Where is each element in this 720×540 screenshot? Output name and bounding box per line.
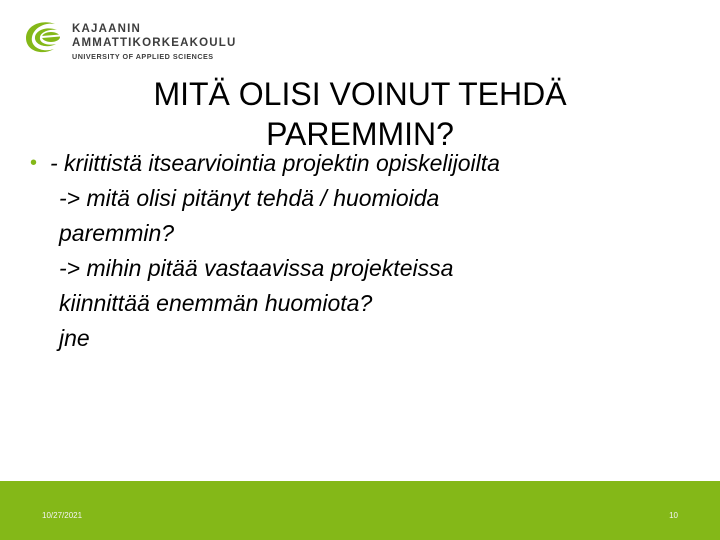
bullet-continuation bbox=[30, 181, 690, 356]
logo-line-1: KAJAANIN bbox=[72, 23, 142, 35]
footer-bar bbox=[0, 481, 720, 540]
kajaani-swirl-logo-icon bbox=[22, 16, 68, 58]
body-line: -> mitä olisi pitänyt tehdä / huomioida bbox=[59, 185, 440, 211]
body-line: paremmin? bbox=[59, 220, 175, 246]
logo-line-2: AMMATTIKORKEAKOULU bbox=[72, 37, 237, 49]
slide-title bbox=[120, 74, 600, 154]
bullet-first-line: - kriittistä itsearviointia projektin opiskelijoilta bbox=[50, 150, 500, 176]
page-number: 10 bbox=[669, 511, 678, 520]
bullet-item bbox=[30, 146, 690, 181]
footer-date: 10/27/2021 bbox=[42, 511, 83, 520]
logo-line-3: UNIVERSITY OF APPLIED SCIENCES bbox=[72, 52, 214, 61]
title-line-2: PAREMMIN? bbox=[266, 116, 454, 152]
bullet-icon: • bbox=[30, 152, 38, 174]
logo bbox=[22, 16, 236, 63]
body-line: -> mihin pitää vastaavissa projekteissa bbox=[59, 255, 454, 281]
slide-body bbox=[30, 146, 690, 356]
body-line: jne bbox=[59, 325, 90, 351]
title-line-1: MITÄ OLISI VOINUT TEHDÄ bbox=[153, 76, 567, 112]
body-line: kiinnittää enemmän huomiota? bbox=[59, 290, 373, 316]
logo-text bbox=[72, 22, 236, 63]
